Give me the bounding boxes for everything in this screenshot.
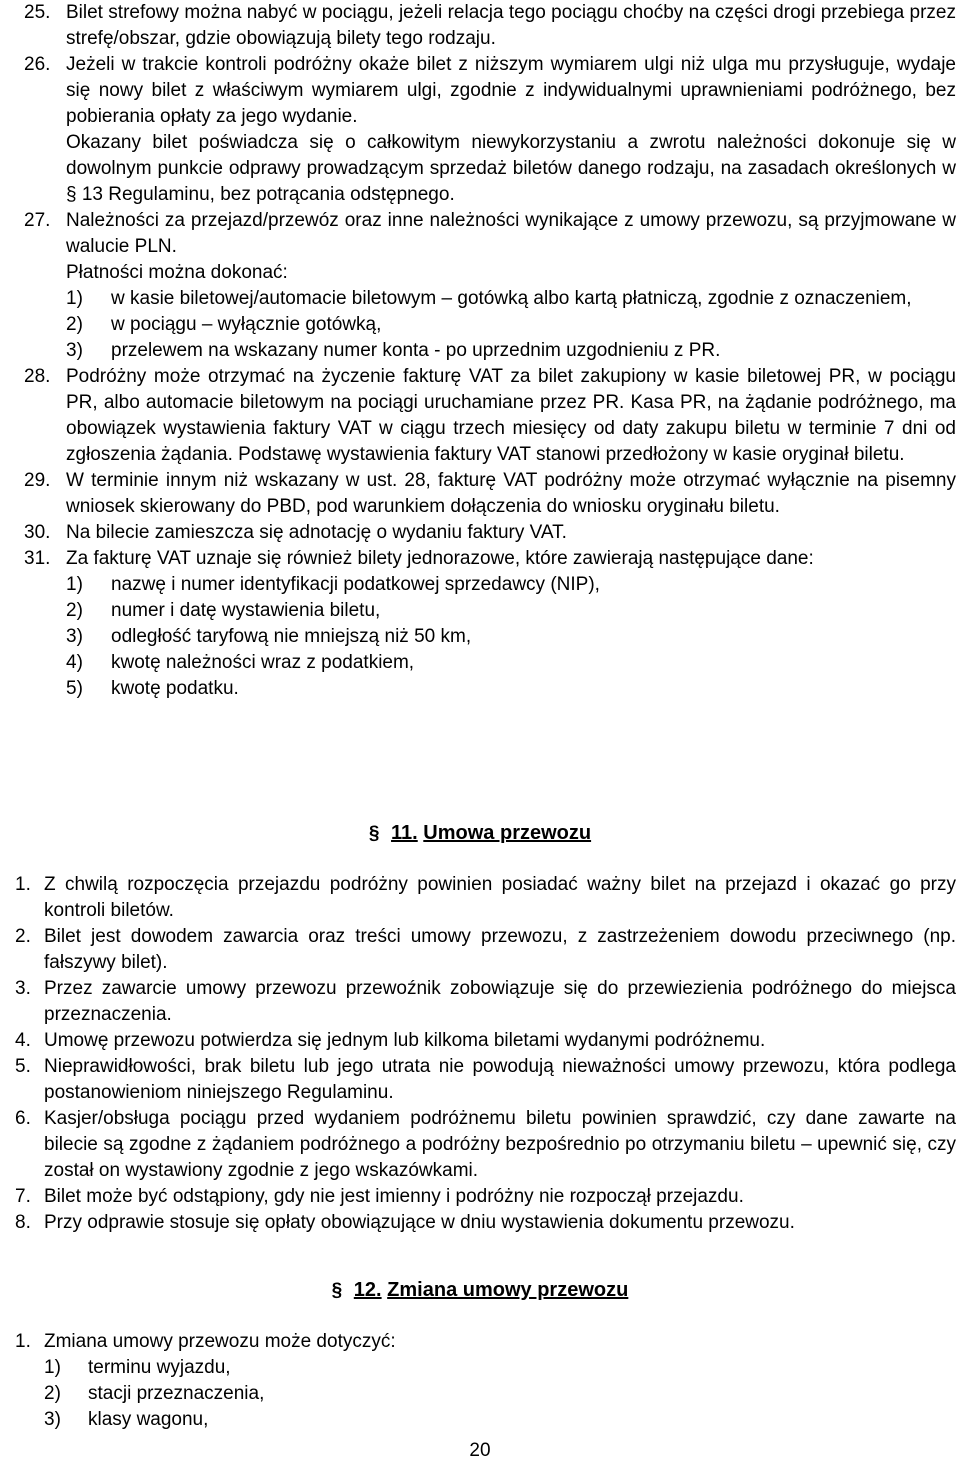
item-number: 1. <box>15 1331 31 1352</box>
sub-item-text: przelewem na wskazany numer konta - po uprzednim uzgodnieniu z PR. <box>111 340 721 361</box>
item-text: Przez zawarcie umowy przewozu przewoźnik zobowiązuje się do przewiezienia podróżnego do miejsca przeznaczenia. <box>44 978 956 1025</box>
list-item <box>0 872 956 924</box>
item-text: Zmiana umowy przewozu może dotyczyć: <box>44 1331 396 1352</box>
sub-item <box>24 338 956 364</box>
item-text: Z chwilą rozpoczęcia przejazdu podróżny powinien posiadać ważny bilet na przejazd i okazać go przy kontroli biletów. <box>44 874 956 921</box>
sub-item-number: 5) <box>66 678 83 699</box>
sub-item <box>24 572 956 598</box>
section-heading-12 <box>0 1277 960 1304</box>
item-number: 30. <box>24 522 51 543</box>
sub-item-number: 3) <box>44 1409 61 1430</box>
item-number: 2. <box>15 926 31 947</box>
sub-item <box>0 1381 956 1407</box>
list-item-31 <box>24 546 956 572</box>
list-item-27 <box>24 208 956 260</box>
item-number: 6. <box>15 1108 31 1129</box>
sub-item-text: klasy wagonu, <box>88 1409 209 1430</box>
item-text: Jeżeli w trakcie kontroli podróżny okaże bilet z niższym wymiarem ulgi niż ulga mu przysługuje, wydaje się nowy bilet z właściwym wymiarem ulgi, zgodnie z indywidualnymi uprawnieniami podróżnego, bez pobierania opłaty za jego wydanie. <box>66 54 956 127</box>
item-number: 28. <box>24 366 51 387</box>
sub-item-text: kwotę podatku. <box>111 678 239 699</box>
sub-item <box>24 624 956 650</box>
list-item <box>0 1054 956 1106</box>
list-item <box>0 1329 956 1355</box>
section-11-body <box>0 872 956 1236</box>
item-text: Za fakturę VAT uznaje się również bilety jednorazowe, które zawierają następujące dane: <box>66 548 814 569</box>
list-item <box>0 1028 956 1054</box>
sub-item <box>24 286 956 312</box>
sub-item-number: 2) <box>66 600 83 621</box>
list-item-29 <box>24 468 956 520</box>
sub-item-text: terminu wyjazdu, <box>88 1357 231 1378</box>
item-number: 29. <box>24 470 51 491</box>
sub-item-number: 1) <box>66 574 83 595</box>
sub-item-text: stacji przeznaczenia, <box>88 1383 265 1404</box>
item-text: Bilet jest dowodem zawarcia oraz treści umowy przewozu, z zastrzeżeniem dowodu przeciwnego (np. fałszywy bilet). <box>44 926 956 973</box>
item-number: 26. <box>24 54 51 75</box>
item-number: 31. <box>24 548 51 569</box>
sub-item-number: 3) <box>66 340 83 361</box>
item-number: 4. <box>15 1030 31 1051</box>
sub-item-number: 1) <box>66 288 83 309</box>
item-text: Podróżny może otrzymać na życzenie fakturę VAT za bilet zakupiony w kasie biletowej PR, w pociągu PR, albo automacie biletowym na pociągi uruchamiane przez PR. Kasa PR, na żądanie podróżnego, ma obowiązek wystawienia faktury VAT w ciągu trzech miesięcy od daty zakupu biletu w terminie 7 dni od zgłoszenia żądania. Podstawę wystawienia faktury VAT stanowi przedłożony w kasie oryginał biletu. <box>66 366 956 465</box>
item-text: Na bilecie zamieszcza się adnotację o wydaniu faktury VAT. <box>66 522 567 543</box>
sub-item <box>24 312 956 338</box>
sub-item-number: 3) <box>66 626 83 647</box>
list-item-28 <box>24 364 956 468</box>
sub-item <box>0 1407 956 1433</box>
sub-item <box>24 650 956 676</box>
section-12-body <box>0 1329 956 1433</box>
list-item <box>0 1106 956 1184</box>
section-heading-11 <box>0 820 960 847</box>
section-continued <box>24 0 956 702</box>
list-item <box>0 1210 956 1236</box>
sub-item-number: 2) <box>66 314 83 335</box>
section-title: Umowa przewozu <box>423 822 592 844</box>
section-number: 12. <box>353 1279 382 1301</box>
sub-item-text: odległość taryfową nie mniejszą niż 50 km, <box>111 626 472 647</box>
paragraph-continuation: Okazany bilet poświadcza się o całkowitym niewykorzystaniu a zwrotu należności dokonuje się w dowolnym punkcie odprawy prowadzącym sprzedaż biletów danego rodzaju, na zasadach określonych w § 13 Regulaminu, bez potrącania odstępnego. <box>66 132 956 205</box>
item-text: Należności za przejazd/przewóz oraz inne należności wynikające z umowy przewozu, są przyjmowane w walucie PLN. <box>66 210 956 257</box>
item-text: Przy odprawie stosuje się opłaty obowiązujące w dniu wystawienia dokumentu przewozu. <box>44 1212 795 1233</box>
sub-item-number: 4) <box>66 652 83 673</box>
list-item <box>0 976 956 1028</box>
item-number: 1. <box>15 874 31 895</box>
item-text: Kasjer/obsługa pociągu przed wydaniem podróżnemu biletu powinien sprawdzić, czy dane zawarte na bilecie są zgodne z żądaniem podróżnego a podróżny bezpośrednio po otrzymaniu biletu – upewnić się, czy został on wystawiony zgodnie z jego wskazówkami. <box>44 1108 956 1181</box>
sub-item <box>24 676 956 702</box>
sub-item-number: 1) <box>44 1357 61 1378</box>
sub-item-text: kwotę należności wraz z podatkiem, <box>111 652 415 673</box>
page-number: 20 <box>469 1440 491 1461</box>
sub-item-text: nazwę i numer identyfikacji podatkowej sprzedawcy (NIP), <box>111 574 600 595</box>
item-number: 8. <box>15 1212 31 1233</box>
list-item-25 <box>24 0 956 52</box>
list-item-30 <box>24 520 956 546</box>
item-number: 27. <box>24 210 51 231</box>
item-text: Umowę przewozu potwierdza się jednym lub kilkoma biletami wydanymi podróżnemu. <box>44 1030 766 1051</box>
item-number: 5. <box>15 1056 31 1077</box>
section-title: Zmiana umowy przewozu <box>387 1279 629 1301</box>
item-text: Nieprawidłowości, brak biletu lub jego utrata nie powodują nieważności umowy przewozu, która podlega postanowieniom niniejszego Regulaminu. <box>44 1056 956 1103</box>
sub-item-number: 2) <box>44 1383 61 1404</box>
item-number: 7. <box>15 1186 31 1207</box>
item-number: 25. <box>24 2 51 23</box>
section-number: 11. <box>391 822 418 844</box>
item-text: Bilet strefowy można nabyć w pociągu, jeżeli relacja tego pociągu choćby na części drogi przebiega przez strefę/obszar, gdzie obowiązują bilety tego rodzaju. <box>66 2 956 49</box>
list-item <box>0 1184 956 1210</box>
sub-item-text: numer i datę wystawienia biletu, <box>111 600 381 621</box>
sub-item <box>24 598 956 624</box>
item-text: W terminie innym niż wskazany w ust. 28, fakturę VAT podróżny może otrzymać wyłącznie na pisemny wniosek skierowany do PBD, pod warunkiem dołączenia do wniosku oryginału biletu. <box>66 470 956 517</box>
item-number: 3. <box>15 978 31 999</box>
paragraph-continuation: Płatności można dokonać: <box>66 262 288 283</box>
list-item <box>0 924 956 976</box>
sub-item-text: w pociągu – wyłącznie gotówką, <box>111 314 382 335</box>
sub-item-text: w kasie biletowej/automacie biletowym – gotówką albo kartą płatniczą, zgodnie z oznaczeniem, <box>111 288 912 309</box>
item-text: Bilet może być odstąpiony, gdy nie jest imienny i podróżny nie rozpoczął przejazdu. <box>44 1186 744 1207</box>
sub-item <box>0 1355 956 1381</box>
section-symbol: § <box>331 1280 343 1301</box>
list-item-26 <box>24 52 956 130</box>
section-symbol: § <box>368 823 380 844</box>
